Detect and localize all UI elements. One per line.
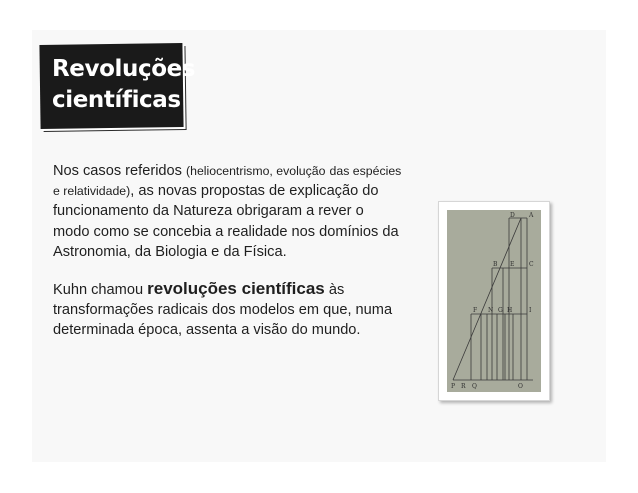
paragraph-2 — [53, 279, 403, 341]
label-f: F — [473, 307, 478, 314]
slide-title: Revoluções científicas — [52, 56, 196, 113]
label-i: I — [529, 307, 532, 314]
paragraph-1-parenthetical-a: (heliocentrismo, evolução — [186, 164, 326, 178]
paragraph-1-continuation: , as novas propostas de explicação do funcionamento da Natureza obrigaram a rever o modo como se concebia a realidade nos domínios da Astronomia, da Biologia e da Física. — [53, 183, 399, 260]
label-a: A — [529, 212, 534, 219]
label-h: H — [507, 307, 513, 314]
label-n: N — [488, 307, 494, 314]
galileo-diagram — [447, 210, 541, 392]
paragraph-1 — [53, 161, 403, 262]
label-b: B — [493, 261, 498, 268]
label-o: O — [518, 383, 523, 390]
label-c: C — [529, 261, 534, 268]
label-q: Q — [472, 383, 477, 390]
paragraph-2-continuation: às transformações radicais dos modelos em que, numa determinada época, assenta a visão do mundo. — [53, 282, 393, 339]
label-d: D — [510, 212, 515, 219]
paragraph-2-lead: Kuhn chamou — [53, 282, 144, 299]
label-r: R — [461, 383, 466, 390]
paragraph-1-parenthetical-b: das espécies e relatividade) — [53, 164, 402, 199]
figure-frame — [438, 201, 550, 401]
paragraph-1-lead: Nos casos referidos — [53, 163, 182, 179]
paragraph-2-bold-term: revoluções científicas — [147, 279, 325, 299]
label-e: E — [510, 261, 515, 268]
body-text — [53, 161, 403, 341]
label-g: G — [498, 307, 503, 314]
label-p: P — [451, 383, 456, 390]
